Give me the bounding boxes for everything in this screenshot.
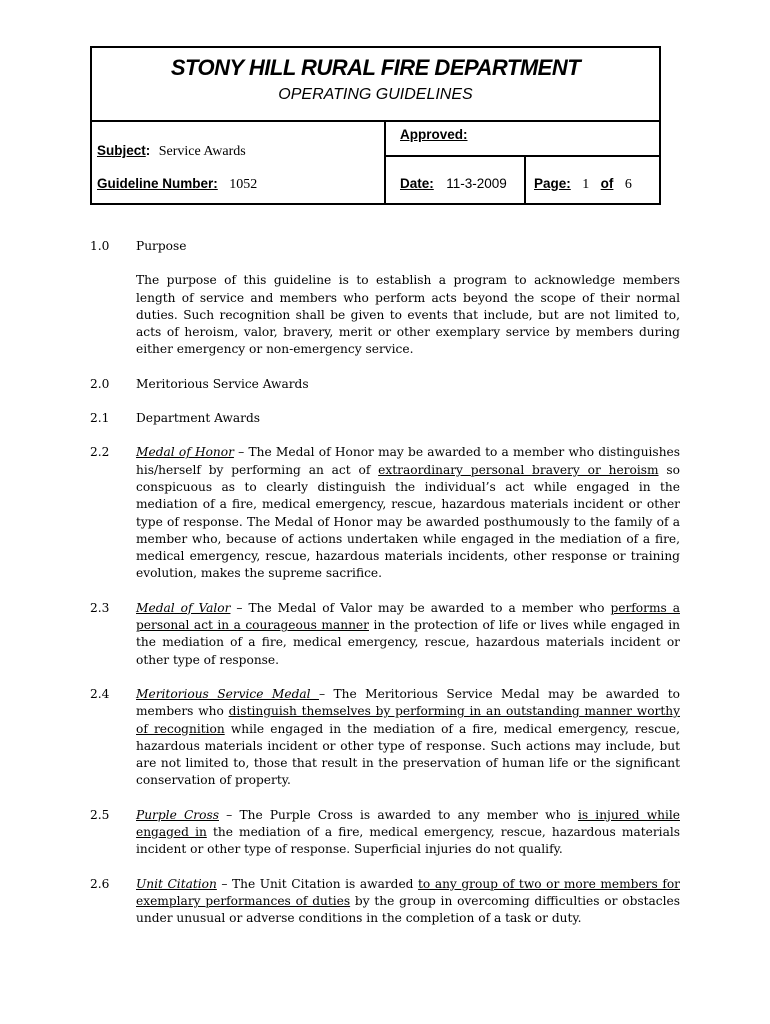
award-text-cont: so conspicuous as to clearly distinguish the individual’s act while engaged in the mediation of a fire, medical emergency, rescue, hazardous materials incident or other type of response. The Medal of Honor may be awarded posthumously to the family of a member who, because of actions undertaken while engaged in the mediation of a fire, medical emergency, rescue, hazardous materials incidents, other response or training evolution, makes the supreme sacrifice. — [136, 462, 680, 581]
award-text-cont: while engaged in the mediation of a fire, medical emergency, rescue, hazardous materials incident or other type of response. Such actions may include, but are not limited to, those that result in the preservation of human life or the significant conservation of property. — [136, 721, 680, 788]
subject-value: Service Awards — [158, 144, 246, 159]
guideline-body — [90, 238, 680, 928]
page-number: 1 — [582, 177, 590, 192]
section-paragraph — [136, 686, 680, 790]
approved-label: Approved: — [400, 127, 468, 142]
award-text: – The Unit Citation is awarded — [216, 876, 419, 891]
section-number: 2.2 — [90, 445, 110, 460]
department-name: STONY HILL RURAL FIRE DEPARTMENT — [170, 55, 581, 80]
purpose-text: The purpose of this guideline is to establish a program to acknowledge members length of service and members who perform acts beyond the scope of their normal duties. Such recognition shall be given to events that include, but are not limited to, acts of heroism, valor, bravery, merit or other exemplary service by members during either emergency or non-emergency service. — [136, 273, 680, 357]
section-2-2 — [90, 444, 680, 582]
section-2-5 — [90, 807, 680, 859]
date-value: 11-3-2009 — [446, 176, 507, 191]
row-divider — [384, 155, 661, 157]
award-title: Purple Cross — [136, 807, 219, 822]
section-heading: Department Awards — [136, 411, 260, 426]
column-divider-right — [524, 155, 526, 203]
award-title: Medal of Valor — [136, 600, 231, 615]
purpose-paragraph — [90, 272, 680, 358]
page-total: 6 — [624, 177, 632, 192]
award-text-cont: by the group in overcoming difficulties or obstacles under unusual or adverse conditions in the completion of a task or duty. — [136, 893, 680, 926]
award-emphasis: is injured while engaged in — [136, 807, 680, 840]
section-heading: Purpose — [136, 239, 187, 253]
section-number: 2.4 — [90, 686, 110, 701]
award-title: Medal of Honor — [136, 445, 234, 460]
section-number: 1.0 — [90, 239, 110, 253]
award-emphasis: distinguish themselves by performing in an outstanding manner worthy of recognition — [136, 704, 680, 736]
approved-field — [400, 126, 468, 144]
header-title-area — [92, 48, 659, 122]
award-text: – The Purple Cross is awarded to any member who — [218, 807, 578, 822]
award-title: Meritorious Service Medal — [136, 686, 319, 701]
section-number: 2.0 — [90, 376, 110, 391]
section-2-4 — [90, 686, 680, 790]
page-of-label: of — [600, 176, 614, 191]
page-label: Page: — [534, 176, 571, 191]
subject-colon: : — [145, 143, 151, 158]
section-paragraph — [136, 876, 680, 928]
section-2-6 — [90, 876, 680, 928]
section-1-0 — [90, 238, 680, 255]
guideline-number-value: 1052 — [229, 177, 258, 192]
section-paragraph — [136, 600, 680, 669]
guideline-header-box — [90, 46, 661, 205]
award-emphasis: to any group of two or more members for exemplary performances of duties — [136, 876, 680, 908]
subject-label: Subject — [97, 143, 146, 158]
section-paragraph — [136, 807, 680, 859]
date-field — [400, 175, 507, 193]
section-number: 2.5 — [90, 807, 110, 822]
header-fields-area — [92, 122, 659, 203]
guideline-number-field — [97, 175, 257, 193]
award-text-cont: in the protection of life or lives while engaged in the mediation of a fire, medical emergency, rescue, hazardous materials incident or other type of response. — [136, 618, 680, 667]
section-number: 2.1 — [90, 411, 110, 426]
award-text-cont: the mediation of a fire, medical emergency, rescue, hazardous materials incident or other type of response. Superficial injuries do not qualify. — [136, 825, 680, 857]
section-2-0 — [90, 376, 680, 393]
award-emphasis: extraordinary personal bravery or heroism — [378, 462, 659, 477]
section-heading: Meritorious Service Awards — [136, 376, 309, 391]
award-title: Unit Citation — [136, 876, 217, 891]
page-field — [534, 175, 632, 193]
award-emphasis: performs a personal act in a courageous manner — [136, 600, 680, 633]
section-number: 2.6 — [90, 876, 110, 891]
section-paragraph — [136, 444, 680, 582]
guideline-number-label: Guideline Number: — [97, 176, 218, 191]
date-label: Date: — [400, 176, 434, 191]
document-type: OPERATING GUIDELINES — [278, 86, 473, 103]
award-text: – The Meritorious Service Medal may be awarded to members who — [136, 686, 680, 719]
section-2-1 — [90, 410, 680, 427]
section-2-3 — [90, 600, 680, 669]
award-text: – The Medal of Valor may be awarded to a member who — [230, 600, 611, 615]
award-text: – The Medal of Honor may be awarded to a member who distinguishes his/herself by performing an act of — [136, 445, 681, 477]
section-number: 2.3 — [90, 600, 110, 615]
column-divider — [384, 122, 386, 203]
subject-field — [97, 142, 246, 160]
